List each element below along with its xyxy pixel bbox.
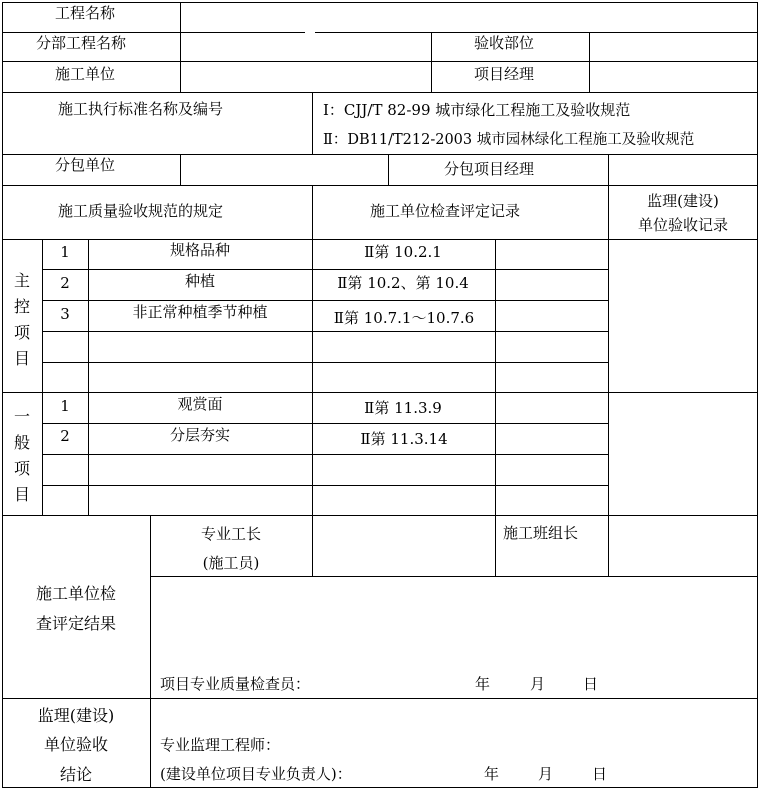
col-supervision-header-1: 监理(建设)	[647, 192, 719, 210]
main-item-no: 2	[60, 274, 70, 292]
project-manager-label: 项目经理	[474, 65, 535, 83]
main-item-ref: Ⅱ第 10.2.1	[364, 243, 442, 261]
general-label-char: 般	[13, 433, 30, 452]
col-supervision-header-2: 单位验收记录	[637, 216, 729, 234]
conclusion-year: 年	[484, 765, 500, 783]
general-item-ref: Ⅱ第 11.3.9	[364, 399, 442, 417]
result-label-1: 施工单位检	[35, 584, 117, 603]
result-day: 日	[583, 675, 599, 693]
sub-pm-label: 分包项目经理	[444, 160, 535, 178]
main-item-name: 种植	[184, 272, 216, 290]
col-record-header: 施工单位检查评定记录	[370, 202, 521, 220]
engineer-label: 专业监理工程师：	[160, 736, 281, 754]
main-item-name: 非正常种植季节种植	[132, 303, 268, 321]
foreman-label-1: 专业工长	[200, 525, 262, 543]
conclusion-label-1: 监理(建设)	[37, 706, 115, 725]
main-item-no: 1	[60, 243, 70, 261]
general-label-char: 一	[13, 407, 30, 426]
subcontractor-label: 分包单位	[55, 156, 116, 174]
result-label-2: 查评定结果	[35, 614, 117, 633]
acceptance-part-label: 验收部位	[474, 34, 535, 52]
owner-rep-label: (建设单位项目专业负责人)：	[160, 765, 352, 783]
foreman-label-2: (施工员)	[202, 554, 260, 572]
conclusion-label-2: 单位验收	[43, 735, 109, 754]
general-label-char: 项	[13, 459, 30, 478]
general-item-no: 1	[60, 397, 70, 415]
conclusion-label-3: 结论	[59, 765, 93, 784]
col-spec-header: 施工质量验收规范的规定	[58, 202, 224, 220]
general-item-name: 观赏面	[177, 395, 223, 413]
result-month: 月	[530, 675, 546, 693]
general-item-no: 2	[60, 427, 70, 445]
result-year: 年	[475, 675, 491, 693]
standard-1: Ⅰ：CJJ/T 82-99 城市绿化工程施工及验收规范	[323, 101, 631, 119]
general-item-name: 分层夯实	[169, 426, 231, 444]
inspector-label: 项目专业质量检查员：	[160, 675, 311, 693]
construction-unit-label: 施工单位	[55, 65, 116, 83]
main-item-name: 规格品种	[169, 241, 231, 259]
conclusion-day: 日	[592, 765, 608, 783]
conclusion-month: 月	[538, 765, 554, 783]
general-item-ref: Ⅱ第 11.3.14	[360, 430, 448, 448]
main-item-no: 3	[60, 305, 70, 323]
general-label-char: 目	[13, 485, 30, 504]
sub-project-label: 分部工程名称	[36, 34, 127, 52]
main-item-ref: Ⅱ第 10.7.1～10.7.6	[333, 309, 475, 327]
standard-2: Ⅱ：DB11/T212-2003 城市园林绿化工程施工及验收规范	[323, 132, 695, 148]
team-leader-label: 施工班组长	[503, 524, 579, 542]
project-name-label: 工程名称	[55, 4, 116, 22]
standard-label: 施工执行标准名称及编号	[58, 100, 224, 118]
main-label-char: 目	[13, 349, 30, 368]
main-item-ref: Ⅱ第 10.2、第 10.4	[337, 274, 469, 292]
main-label-char: 项	[13, 323, 30, 342]
main-label-char: 控	[13, 297, 30, 316]
main-label-char: 主	[13, 271, 30, 290]
